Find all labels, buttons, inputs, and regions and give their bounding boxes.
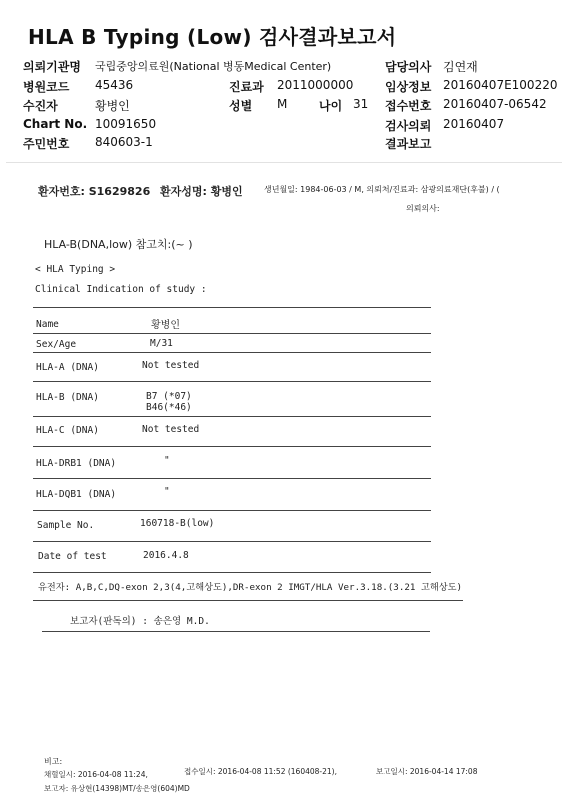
dept-label: 진료과 bbox=[229, 80, 264, 94]
row-label-name: Name bbox=[36, 319, 59, 330]
sex-label: 성별 bbox=[229, 99, 253, 113]
patient-no: 환자번호: S1629826 bbox=[38, 185, 151, 198]
patient-label: 수진자 bbox=[23, 99, 58, 113]
hospital-code-label: 병원코드 bbox=[23, 80, 70, 94]
request-value: 20160407 bbox=[443, 117, 505, 131]
row-value-date-of-test: 2016.4.8 bbox=[143, 550, 189, 561]
rule bbox=[33, 352, 431, 353]
rule bbox=[33, 381, 431, 382]
row-label-sample-no: Sample No. bbox=[37, 520, 95, 531]
row-label-hla-c: HLA-C (DNA) bbox=[36, 425, 99, 436]
request-label: 검사의뢰 bbox=[385, 119, 432, 133]
row-value-sample-no: 160718-B(low) bbox=[140, 518, 215, 529]
row-value-hla-a: Not tested bbox=[142, 360, 200, 371]
hospital-code-value: 45436 bbox=[95, 78, 134, 92]
referring-doctor: 의뢰의사: bbox=[406, 204, 440, 213]
result-report-label: 결과보고 bbox=[385, 137, 432, 151]
patient-name: 환자성명: 황병인 bbox=[160, 185, 243, 198]
row-label-hla-dqb1: HLA-DQB1 (DNA) bbox=[36, 489, 117, 500]
row-value-hla-dqb1: " bbox=[164, 486, 170, 497]
rule bbox=[33, 478, 431, 479]
reporters: 보고자: 유상현(14398)MT/송은영(604)MD bbox=[44, 784, 190, 793]
age-label: 나이 bbox=[319, 99, 343, 113]
rule bbox=[33, 333, 431, 334]
clinical-info-value: 20160407E100220 bbox=[443, 78, 558, 92]
receipt-value: 20160407-06542 bbox=[443, 97, 547, 111]
collected-time: 채혈일시: 2016-04-08 11:24, bbox=[44, 770, 148, 779]
sex-value: M bbox=[277, 97, 288, 111]
chart-no-label: Chart No. bbox=[23, 117, 88, 131]
row-label-hla-b: HLA-B (DNA) bbox=[36, 392, 99, 403]
row-value-sexage: M/31 bbox=[150, 338, 173, 349]
attending-label: 담당의사 bbox=[385, 60, 432, 74]
rule bbox=[33, 416, 431, 417]
institution-value: 국립중앙의료원(National 병동Medical Center) bbox=[95, 60, 332, 73]
dept-value: 2011000000 bbox=[277, 78, 354, 92]
row-label-date-of-test: Date of test bbox=[38, 551, 107, 562]
reference-title: HLA-B(DNA,low) 참고치:(~ ) bbox=[44, 238, 193, 251]
row-value-hla-b-1: B7 (*07) bbox=[146, 391, 192, 402]
chart-no-value: 10091650 bbox=[95, 117, 157, 131]
row-value-hla-b-2: B46(*46) bbox=[146, 402, 192, 413]
rule bbox=[33, 600, 463, 601]
scanned-report bbox=[6, 162, 562, 809]
clinical-indication: Clinical Indication of study : bbox=[35, 284, 207, 295]
rule bbox=[42, 631, 430, 632]
rule bbox=[33, 307, 431, 308]
clinical-info-label: 임상정보 bbox=[385, 80, 432, 94]
section-title: < HLA Typing > bbox=[35, 264, 116, 275]
rule bbox=[33, 572, 431, 573]
reported-time: 보고일시: 2016-04-14 17:08 bbox=[376, 767, 478, 776]
gene-note: 유전자: A,B,C,DQ-exon 2,3(4,고해상도),DR-exon 2 IMGT/HLA Ver.3.18.(3.21 고해상도) bbox=[38, 582, 462, 593]
rrn-value: 840603-1 bbox=[95, 135, 153, 149]
row-label-hla-a: HLA-A (DNA) bbox=[36, 362, 99, 373]
row-value-hla-drb1: " bbox=[164, 455, 170, 466]
row-label-sexage: Sex/Age bbox=[36, 339, 77, 350]
reporter: 보고자(판독의) : 송은영 M.D. bbox=[70, 616, 210, 627]
attending-value: 김연재 bbox=[443, 60, 478, 74]
rule bbox=[33, 446, 431, 447]
received-time: 접수일시: 2016-04-08 11:52 (160408-21), bbox=[184, 767, 337, 776]
row-value-name: 황병인 bbox=[151, 320, 180, 331]
rule bbox=[33, 541, 431, 542]
age-value: 31 bbox=[353, 97, 369, 111]
rule bbox=[33, 510, 431, 511]
row-label-hla-drb1: HLA-DRB1 (DNA) bbox=[36, 458, 117, 469]
remarks-label: 비고: bbox=[44, 757, 63, 766]
receipt-label: 접수번호 bbox=[385, 99, 432, 113]
birth-info: 생년월일: 1984-06-03 / M, 의뢰처/진료과: 삼광의료재단(후불) / ( bbox=[264, 185, 500, 194]
document-title: HLA B Typing (Low) 검사결과보고서 bbox=[28, 25, 397, 49]
institution-label: 의뢰기관명 bbox=[23, 60, 81, 74]
rrn-label: 주민번호 bbox=[23, 137, 70, 151]
patient-value: 황병인 bbox=[95, 99, 130, 113]
row-value-hla-c: Not tested bbox=[142, 424, 200, 435]
